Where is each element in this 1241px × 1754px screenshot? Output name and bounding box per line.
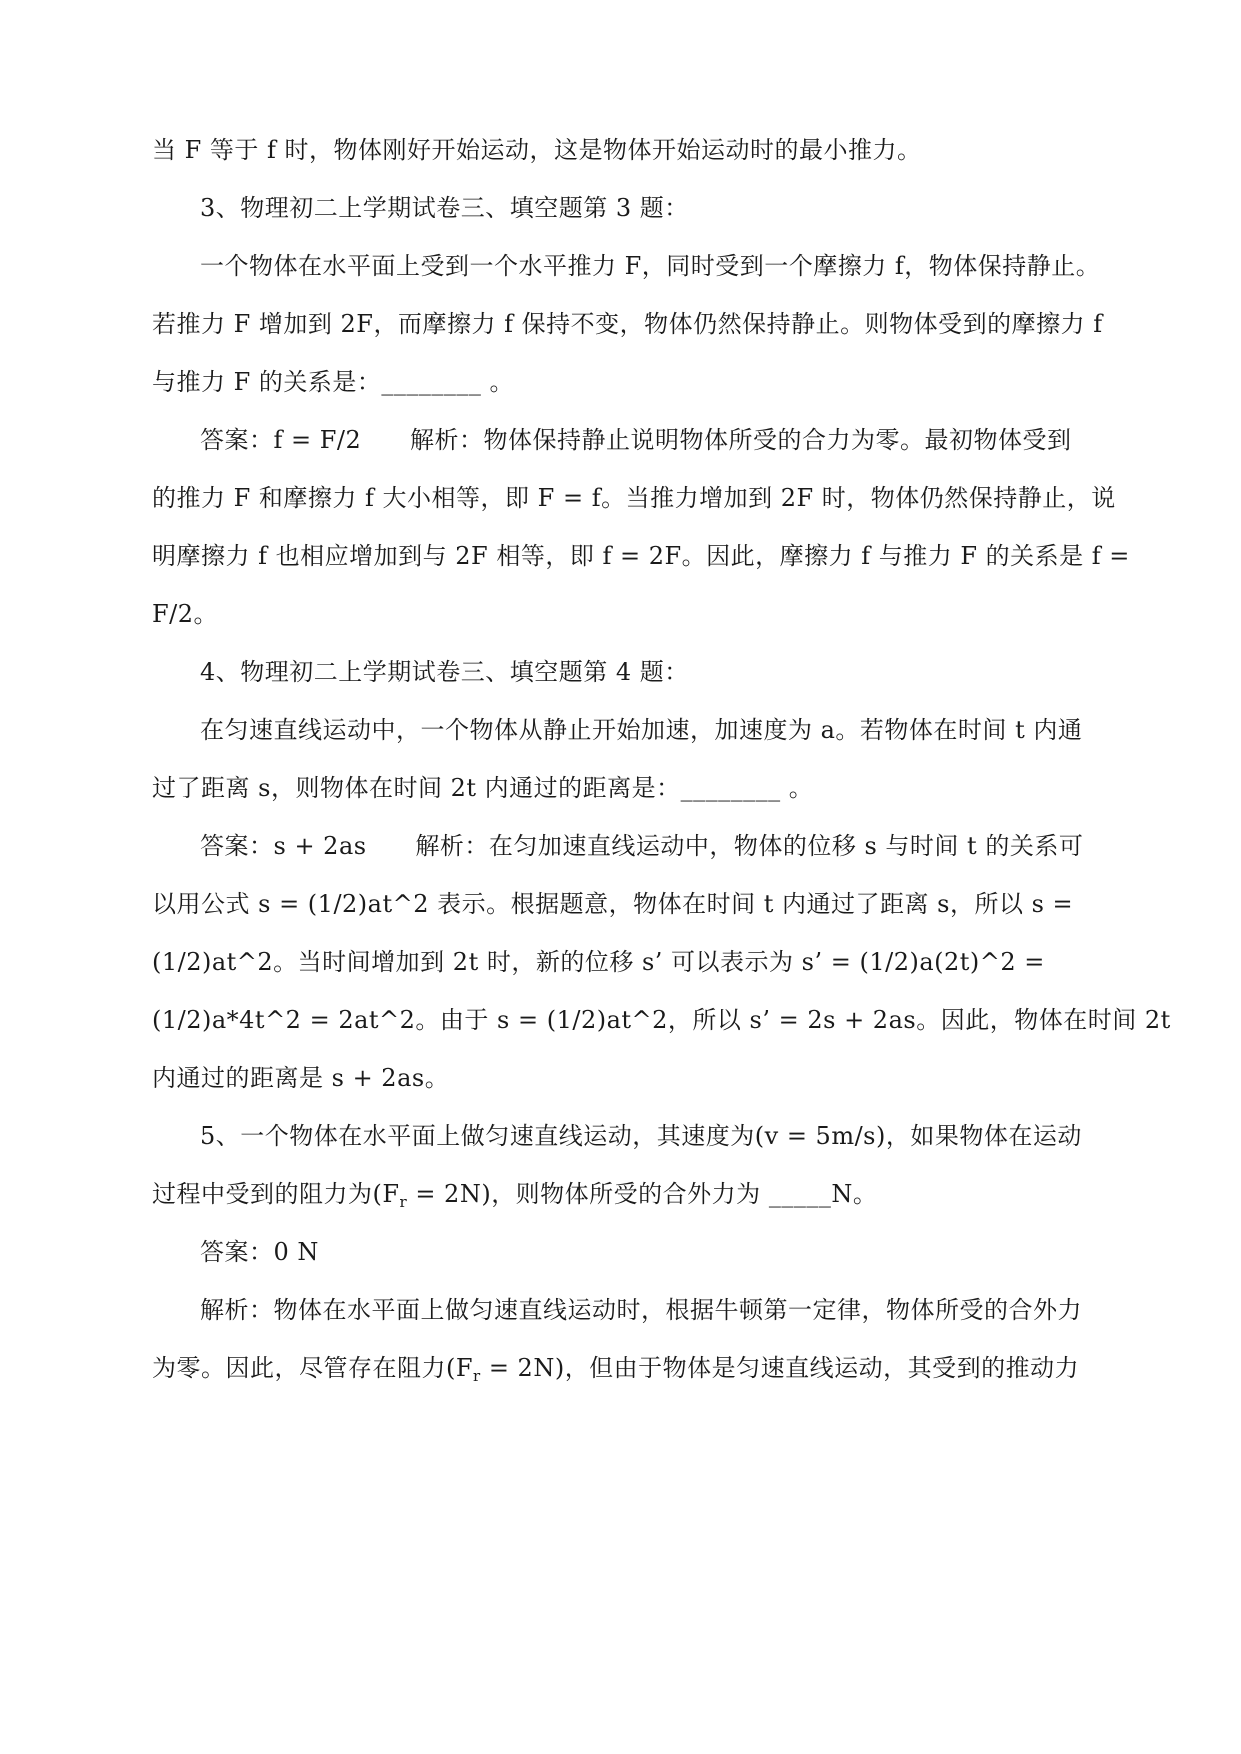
text-line: (1/2)a*4t^2 = 2at^2。由于 s = (1/2)at^2，所以 s’ = 2s + 2as。因此，物体在时间 2t xyxy=(152,1006,1171,1034)
text-line: 过了距离 s，则物体在时间 2t 内通过的距离是：________ 。 xyxy=(152,774,814,802)
text-line xyxy=(152,1176,877,1212)
question-heading: 5、一个物体在水平面上做匀速直线运动，其速度为(v = 5m/s)，如果物体在运动 xyxy=(200,1122,1082,1150)
text-line: 在匀速直线运动中，一个物体从静止开始加速，加速度为 a。若物体在时间 t 内通 xyxy=(200,716,1083,744)
answer-line: 答案：0 N xyxy=(200,1238,319,1266)
subscript: r xyxy=(399,1193,408,1211)
text-line: F/2。 xyxy=(152,600,219,628)
text-line xyxy=(152,1350,1079,1386)
text-line: 明摩擦力 f 也相应增加到与 2F 相等，即 f = 2F。因此，摩擦力 f 与推力 F 的关系是 f = xyxy=(152,542,1130,570)
text-segment: 为零。因此，尽管存在阻力(F xyxy=(152,1354,474,1382)
text-segment: = 2N)，但由于物体是匀速直线运动，其受到的推动力 xyxy=(480,1354,1080,1382)
subscript: r xyxy=(473,1367,481,1385)
answer-line: 答案：f = F/2 解析：物体保持静止说明物体所受的合力为零。最初物体受到 xyxy=(200,426,1072,454)
text-line: 若推力 F 增加到 2F，而摩擦力 f 保持不变，物体仍然保持静止。则物体受到的摩擦力 f xyxy=(152,310,1103,338)
text-line: 以用公式 s = (1/2)at^2 表示。根据题意，物体在时间 t 内通过了距离 s，所以 s = xyxy=(152,890,1074,918)
text-line: 与推力 F 的关系是：________ 。 xyxy=(152,368,515,396)
text-line: 内通过的距离是 s + 2as。 xyxy=(152,1064,450,1092)
text-line: 解析：物体在水平面上做匀速直线运动时，根据牛顿第一定律，物体所受的合外力 xyxy=(200,1296,1082,1324)
answer-line: 答案：s + 2as 解析：在匀加速直线运动中，物体的位移 s 与时间 t 的关系可 xyxy=(200,832,1084,860)
text-line: (1/2)at^2。当时间增加到 2t 时，新的位移 s’ 可以表示为 s’ = (1/2)a(2t)^2 = xyxy=(152,948,1045,976)
text-line: 一个物体在水平面上受到一个水平推力 F，同时受到一个摩擦力 f，物体保持静止。 xyxy=(200,252,1101,280)
text-segment: = 2N)，则物体所受的合外力为 _____N。 xyxy=(407,1180,878,1208)
text-line: 的推力 F 和摩擦力 f 大小相等，即 F = f。当推力增加到 2F 时，物体仍然保持静止，说 xyxy=(152,484,1116,512)
question-heading: 3、物理初二上学期试卷三、填空题第 3 题： xyxy=(200,194,689,222)
text-segment: 过程中受到的阻力为(F xyxy=(152,1180,400,1208)
text-line: 当 F 等于 f 时，物体刚好开始运动，这是物体开始运动时的最小推力。 xyxy=(152,136,922,164)
question-heading: 4、物理初二上学期试卷三、填空题第 4 题： xyxy=(200,658,689,686)
